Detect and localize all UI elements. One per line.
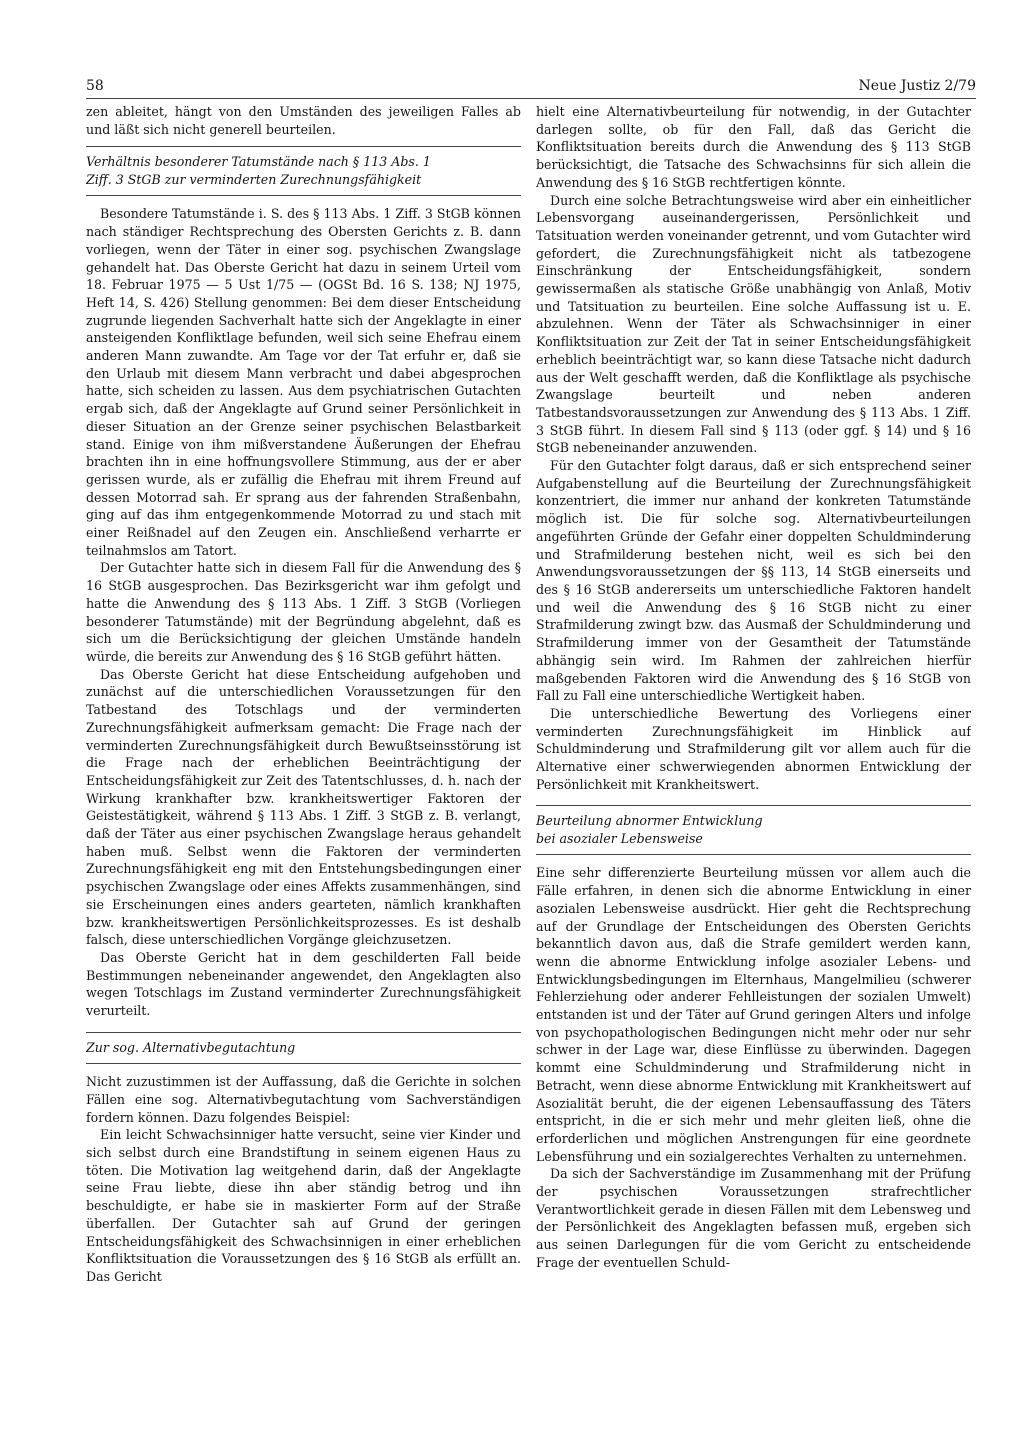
right-column [536, 103, 971, 1423]
paragraph: Das Oberste Gericht hat diese Entscheidung aufgehoben und zunächst auf die unterschiedlichen Voraussetzungen für den Tatbestand des Totschlags und der verminderten Zurechnungsfähigkeit aufmerksam gemacht: Die Frage nach der verminderten Zurechnungsfähigkeit durch Bewußtseinsstörung ist die Frage nach der erheblichen Beeinträchtigung der Entscheidungsfähigkeit zur Zeit des Tatentschlusses, d. h. nach der Wirkung krankhafter bzw. krankheitswertiger Faktoren der Geistestätigkeit, während § 113 Abs. 1 Ziff. 3 StGB z. B. verlangt, daß der Täter aus einer psychischen Zwangslage heraus gehandelt haben muß. Selbst wenn die Faktoren der verminderten Zurechnungsfähigkeit eng mit den Entstehungsbedingungen einer psychischen Zwangslage oder eines Affekts zusammenhängen, sind sie Erscheinungen eines anders gearteten, nämlich krankhaften bzw. krankheitswertigen Persönlichkeitsprozesses. Es ist deshalb falsch, diese unterschiedlichen Vorgänge gleichzusetzen. [86, 666, 521, 948]
paragraph: Der Gutachter hatte sich in diesem Fall für die Anwendung des § 16 StGB ausgesprochen. Das Bezirksgericht war ihm gefolgt und hatte die Anwendung des § 113 Abs. 1 Ziff. 3 StGB (Vorliegen besonderer Tatumstände) mit der Begründung abgelehnt, daß es sich um die Berücksichtigung der gleichen Umstände handeln würde, die bereits zur Anwendung des § 16 StGB geführt hätten. [86, 560, 521, 664]
paragraph: Durch eine solche Betrachtungsweise wird aber ein einheitlicher Lebensvorgang auseinandergerissen, Persönlichkeit und Tatsituation werden voneinander getrennt, und vom Gutachter wird gefordert, die Zurechnungsfähigkeit nicht als tatbezogene Einschränkung der Entscheidungsfähigkeit, sondern gewissermaßen als statische Größe unabhängig von Anlaß, Motiv und Tatsituation zu beurteilen. Eine solche Auffassung ist u. E. abzulehnen. Wenn der Täter als Schwachsinniger in einer Konfliktsituation zur Zeit der Tat in seiner Entscheidungsfähigkeit erheblich beeinträchtigt war, so kann diese Tatsache nicht dadurch aus der Welt geschafft werden, daß die Konfliktlage als psychische Zwangslage beurteilt und neben anderen Tatbestandsvoraussetzungen zur Anwendung des § 113 Abs. 1 Ziff. 3 StGB führt. In diesem Fall sind § 113 (oder ggf. § 14) und § 16 StGB nebeneinander anzuwenden. [536, 192, 971, 456]
document-page [86, 76, 976, 1431]
paragraph: Das Oberste Gericht hat in dem geschilderten Fall beide Bestimmungen nebeneinander angewendet, den Angeklagten also wegen Totschlags im Zustand verminderter Zurechnungsfähigkeit verurteilt. [86, 949, 521, 1019]
paragraph: Ein leicht Schwachsinniger hatte versucht, seine vier Kinder und sich selbst durch eine Brandstiftung in seinem eigenen Haus zu töten. Die Motivation lag weitgehend darin, daß der Angeklagte seine Frau liebte, diese ihn aber ständig betrog und ihn beschuldigte, er habe sie in maskierter Form auf der Straße überfallen. Der Gutachter sah auf Grund der geringen Entscheidungsfähigkeit des Schwachsinnigen in einer erheblichen Konfliktsituation die Voraussetzungen des § 16 StGB als erfüllt an. Das Gericht [86, 1127, 521, 1284]
left-column [86, 103, 521, 1423]
section-heading-line: Ziff. 3 StGB zur verminderten Zurechnungsfähigkeit [86, 171, 422, 187]
section-heading-line: bei asozialer Lebensweise [536, 830, 703, 846]
page-header [86, 76, 976, 99]
section-heading [86, 146, 521, 196]
section-heading [536, 805, 971, 855]
section-heading-line: Zur sog. Alternativbegutachtung [86, 1039, 296, 1055]
paragraph: zen ableitet, hängt von den Umständen des jeweiligen Falles ab und läßt sich nicht generell beurteilen. [86, 104, 521, 137]
paragraph: hielt eine Alternativbeurteilung für notwendig, in der Gutachter darlegen sollte, ob für den Fall, daß das Gericht die Konfliktsituation bereits durch die Anwendung des § 113 StGB berücksichtigt, die Tatsache des Schwachsinns für sich allein die Anwendung des § 16 StGB rechtfertigen könnte. [536, 104, 971, 190]
paragraph: Da sich der Sachverständige im Zusammenhang mit der Prüfung der psychischen Voraussetzungen strafrechtlicher Verantwortlichkeit gerade in diesen Fällen mit dem Lebensweg und der Persönlichkeit des Angeklagten befassen muß, ergeben sich aus seinen Darlegungen für die vom Gericht zu entscheidende Frage der eventuellen Schuld- [536, 1166, 971, 1270]
journal-issue: Neue Justiz 2/79 [858, 78, 976, 94]
paragraph: Die unterschiedliche Bewertung des Vorliegens einer verminderten Zurechnungsfähigkeit im Hinblick auf Schuldminderung und Strafmilderung gilt vor allem auch für die Alternative einer schwerwiegenden abnormen Entwicklung der Persönlichkeit mit Krankheitswert. [536, 705, 971, 792]
paragraph: Für den Gutachter folgt daraus, daß er sich entsprechend seiner Aufgabenstellung auf die Beurteilung der Zurechnungsfähigkeit konzentriert, die immer nur anhand der konkreten Tatumstände möglich ist. Die für solche sog. Alternativbeurteilungen angeführten Gründe der Gefahr einer doppelten Schuldminderung und Strafmilderung bestehen nicht, weil es sich bei den Anwendungsvoraussetzungen der §§ 113, 14 StGB einerseits und des § 16 StGB andererseits um unterschiedliche Faktoren handelt und weil die Anwendung des § 16 StGB nicht zu einer Strafmilderung zwingt bzw. das Ausmaß der Schuldminderung und Strafmilderung immer von der Gesamtheit der Tatumstände abhängig sein wird. Im Rahmen der zahlreichen hierfür maßgebenden Faktoren wird die Anwendung des § 16 StGB von Fall zu Fall eine unterschiedliche Wertigkeit haben. [536, 458, 971, 704]
paragraph: Eine sehr differenzierte Beurteilung müssen vor allem auch die Fälle erfahren, in denen sich die abnorme Entwicklung in einer asozialen Lebensweise ausdrückt. Hier geht die Rechtsprechung auf der Grundlage der Entscheidungen des Obersten Gerichts bekanntlich davon aus, daß die Strafe gemildert werden kann, wenn die abnorme Entwicklung infolge asozialer Lebens- und Entwicklungsbedingungen im Elternhaus, Mangelmilieu (schwerer Fehlerziehung oder anderer Fehlleistungen der sozialen Umwelt) entstanden ist und der Täter auf Grund geringen Alters und infolge von psychopathologischen Bedingungen nicht mehr oder nur sehr schwer in der Lage war, diese Einflüsse zu überwinden. Dagegen kommt eine Schuldminderung und Strafmilderung nicht in Betracht, wenn diese abnorme Entwicklung mit Krankheitswert auf Asozialität beruht, die der eigenen Lebensauffassung des Täters entspricht, in die er sich mehr und mehr gleiten ließ, ohne die erforderlichen und möglichen Anstrengungen für eine geordnete Lebensführung und ein sozialgerechtes Verhalten zu unternehmen. [536, 865, 971, 1164]
section-heading-line: Beurteilung abnormer Entwicklung [536, 813, 763, 829]
paragraph: Besondere Tatumstände i. S. des § 113 Abs. 1 Ziff. 3 StGB können nach ständiger Rechtsprechung des Obersten Gerichts z. B. dann vorliegen, wenn der Täter in einer sog. psychischen Zwangslage gehandelt hat. Das Oberste Gericht hat dazu in seinem Urteil vom 18. Februar 1975 — 5 Ust 1/75 — (OGSt Bd. 16 S. 138; NJ 1975, Heft 14, S. 426) Stellung genommen: Bei dem dieser Entscheidung zugrunde liegenden Sachverhalt hatte sich der Angeklagte in einer ansteigenden Konfliktlage befunden, weil sich seine Ehefrau einem anderen Mann zuwandte. Am Tage vor der Tat erfuhr er, daß sie den Urlaub mit diesem Mann verbracht und dabei abgesprochen hatte, sich scheiden zu lassen. Aus dem psychiatrischen Gutachten ergab sich, daß der Angeklagte auf Grund seiner Persönlichkeit in dieser Situation an der Grenze seiner psychischen Belastbarkeit stand. Einige von ihm mißverstandene Äußerungen der Ehefrau brachten ihn in eine hoffnungsvollere Stimmung, aus der er aber gerissen wurde, als er zufällig die Ehefrau mit ihrem Freund auf dessen Motorrad sah. Er sprang aus der fahrenden Straßenbahn, ging auf das ihm entgegenkommende Motorrad zu und stach mit einer Reißnadel auf den Zeugen ein. Anschließend verharrte er teilnahmslos am Tatort. [86, 206, 521, 558]
page-number: 58 [86, 78, 104, 94]
section-heading-line: Verhältnis besonderer Tatumstände nach § 113 Abs. 1 [86, 154, 431, 170]
paragraph: Nicht zuzustimmen ist der Auffassung, daß die Gerichte in solchen Fällen eine sog. Alternativbegutachtung vom Sachverständigen fordern können. Dazu folgendes Beispiel: [86, 1074, 521, 1125]
section-heading [86, 1032, 521, 1065]
